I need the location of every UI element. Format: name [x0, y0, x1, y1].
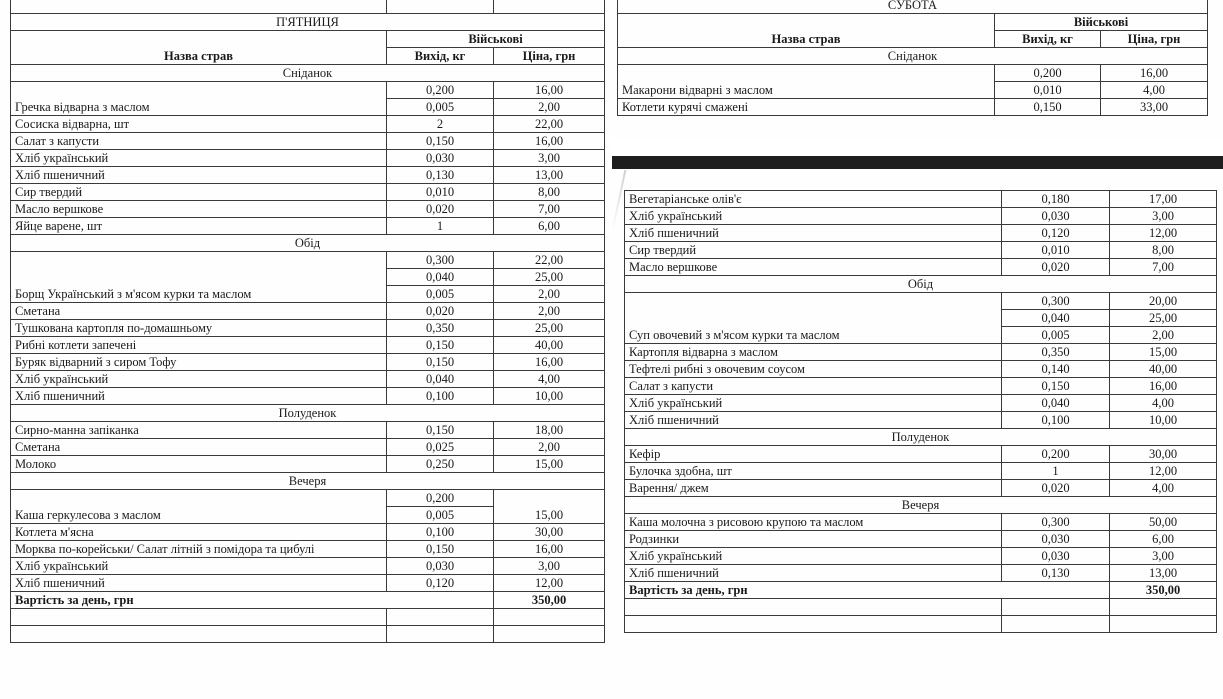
dish-name: Каша геркулесова з маслом	[11, 490, 387, 524]
blank-cell	[1110, 616, 1217, 633]
dish-row	[625, 378, 1217, 395]
price-uah: 18,00	[494, 422, 605, 439]
yield-kg: 0,100	[387, 388, 494, 405]
dish-row	[11, 456, 605, 473]
dish-row	[625, 565, 1217, 582]
price-uah: 7,00	[1110, 259, 1217, 276]
dish-row	[625, 412, 1217, 429]
price-uah: 13,00	[1110, 565, 1217, 582]
price-uah: 2,00	[494, 286, 605, 303]
yield-kg: 0,120	[1002, 225, 1110, 242]
blank-cell	[387, 609, 494, 626]
yield-kg: 0,025	[387, 439, 494, 456]
dish-name: Хліб український	[11, 371, 387, 388]
blank-cell	[494, 626, 605, 643]
price-uah: 2,00	[494, 303, 605, 320]
meal-title: Полуденок	[625, 429, 1217, 446]
yield-kg: 0,040	[1002, 310, 1110, 327]
dish-name: Булочка здобна, шт	[625, 463, 1002, 480]
meal-title: Полуденок	[11, 405, 605, 422]
dish-name: Хліб пшеничний	[625, 565, 1002, 582]
price-uah: 15,00	[1110, 344, 1217, 361]
yield-kg: 0,005	[387, 507, 494, 524]
dish-name: Вегетаріанське олів'є	[625, 191, 1002, 208]
blank-cell	[494, 609, 605, 626]
price-uah: 3,00	[1110, 548, 1217, 565]
price-uah: 16,00	[1101, 65, 1208, 82]
dish-row	[11, 388, 605, 405]
yield-kg: 0,180	[1002, 191, 1110, 208]
price-uah: 22,00	[494, 252, 605, 269]
dish-name: Буряк відварний з сиром Тофу	[11, 354, 387, 371]
dish-name: Родзинки	[625, 531, 1002, 548]
price-uah: 10,00	[1110, 412, 1217, 429]
dish-name: Хліб пшеничний	[11, 575, 387, 592]
dish-row	[625, 344, 1217, 361]
blank-cell	[387, 0, 494, 14]
dish-row	[11, 201, 605, 218]
dish-row	[11, 320, 605, 337]
price-uah: 16,00	[494, 354, 605, 371]
meal-title-row	[11, 235, 605, 252]
price-uah: 16,00	[494, 82, 605, 99]
col-group-header: Військові	[995, 14, 1208, 31]
meal-title-row	[618, 48, 1208, 65]
dish-row	[11, 150, 605, 167]
dish-row	[11, 218, 605, 235]
meal-title: Вечеря	[11, 473, 605, 490]
price-uah: 30,00	[1110, 446, 1217, 463]
dish-name: Картопля відварна з маслом	[625, 344, 1002, 361]
dish-row	[625, 395, 1217, 412]
saturday-menu-table-bottom	[624, 190, 1217, 633]
dish-name: Кефір	[625, 446, 1002, 463]
price-uah: 16,00	[494, 541, 605, 558]
price-uah: 7,00	[494, 201, 605, 218]
header-row	[11, 31, 605, 48]
yield-kg: 0,150	[387, 133, 494, 150]
yield-kg: 0,150	[387, 337, 494, 354]
yield-kg: 0,300	[1002, 514, 1110, 531]
yield-kg: 0,150	[387, 354, 494, 371]
yield-kg: 0,100	[387, 524, 494, 541]
price-uah: 16,00	[1110, 378, 1217, 395]
col-dish-header: Назва страв	[618, 14, 995, 48]
blank-cell	[11, 626, 387, 643]
price-uah: 12,00	[1110, 463, 1217, 480]
dish-name: Хліб український	[625, 548, 1002, 565]
yield-kg: 0,010	[387, 184, 494, 201]
dish-name: Хліб український	[625, 208, 1002, 225]
yield-kg: 0,130	[387, 167, 494, 184]
day-total-row	[625, 582, 1217, 599]
dish-row	[11, 303, 605, 320]
price-uah: 40,00	[494, 337, 605, 354]
yield-kg: 0,010	[1002, 242, 1110, 259]
dish-name: Котлета м'ясна	[11, 524, 387, 541]
day-title: П'ЯТНИЦЯ	[11, 14, 605, 31]
yield-kg: 0,150	[387, 422, 494, 439]
col-price-header: Ціна, грн	[1101, 31, 1208, 48]
dish-row	[11, 524, 605, 541]
col-price-header: Ціна, грн	[494, 48, 605, 65]
blank-cell	[387, 626, 494, 643]
price-uah: 4,00	[1110, 395, 1217, 412]
price-uah: 15,00	[494, 490, 605, 524]
dish-row	[11, 422, 605, 439]
blank-cell	[625, 599, 1002, 616]
meal-title-row	[11, 473, 605, 490]
dish-row	[625, 463, 1217, 480]
yield-kg: 0,030	[387, 558, 494, 575]
yield-kg: 0,200	[387, 82, 494, 99]
dish-row	[625, 225, 1217, 242]
yield-kg: 0,350	[1002, 344, 1110, 361]
dish-row	[11, 133, 605, 150]
dish-row	[11, 354, 605, 371]
blank-cell	[625, 616, 1002, 633]
friday-menu-table	[10, 0, 605, 643]
yield-kg: 0,350	[387, 320, 494, 337]
meal-title-row	[625, 429, 1217, 446]
dish-row	[625, 242, 1217, 259]
dish-name: Тефтелі рибні з овочевим соусом	[625, 361, 1002, 378]
price-uah: 22,00	[494, 116, 605, 133]
yield-kg: 0,300	[387, 252, 494, 269]
dish-name: Борщ Український з м'ясом курки та маслом	[11, 252, 387, 303]
price-uah: 6,00	[494, 218, 605, 235]
yield-kg: 0,005	[1002, 327, 1110, 344]
dish-row	[625, 361, 1217, 378]
yield-kg: 0,150	[1002, 378, 1110, 395]
prev-page-remnant-row	[11, 0, 605, 14]
dish-row	[11, 252, 605, 269]
yield-kg: 0,100	[1002, 412, 1110, 429]
price-uah: 40,00	[1110, 361, 1217, 378]
dish-row	[11, 167, 605, 184]
dish-name: Хліб пшеничний	[11, 388, 387, 405]
header-row	[618, 14, 1208, 31]
dish-name: Молоко	[11, 456, 387, 473]
yield-kg: 0,040	[1002, 395, 1110, 412]
yield-kg: 0,040	[387, 269, 494, 286]
dish-row	[11, 490, 605, 507]
dish-name: Гречка відварна з маслом	[11, 82, 387, 116]
col-yield-header: Вихід, кг	[995, 31, 1101, 48]
yield-kg: 0,005	[387, 99, 494, 116]
dish-row	[625, 293, 1217, 310]
dish-name: Рибні котлети запечені	[11, 337, 387, 354]
price-uah: 3,00	[494, 150, 605, 167]
yield-kg: 0,010	[995, 82, 1101, 99]
price-uah: 4,00	[1101, 82, 1208, 99]
dish-row	[11, 116, 605, 133]
dish-row	[11, 82, 605, 99]
dish-name: Макарони відварні з маслом	[618, 65, 995, 99]
dish-row	[11, 541, 605, 558]
day-total-row	[11, 592, 605, 609]
dish-row	[625, 514, 1217, 531]
price-uah: 25,00	[1110, 310, 1217, 327]
dish-row	[11, 337, 605, 354]
dish-row	[625, 446, 1217, 463]
price-uah: 8,00	[1110, 242, 1217, 259]
dish-row	[11, 558, 605, 575]
dish-name: Хліб пшеничний	[11, 167, 387, 184]
dish-name: Котлети курячі смажені	[618, 99, 995, 116]
price-uah: 10,00	[494, 388, 605, 405]
dish-row	[625, 480, 1217, 497]
empty-row	[625, 599, 1217, 616]
yield-kg: 0,150	[995, 99, 1101, 116]
yield-kg: 2	[387, 116, 494, 133]
meal-title: Сніданок	[11, 65, 605, 82]
blank-cell	[1002, 599, 1110, 616]
yield-kg: 0,030	[1002, 531, 1110, 548]
yield-kg: 0,020	[1002, 480, 1110, 497]
dish-name: Сметана	[11, 303, 387, 320]
price-uah: 25,00	[494, 269, 605, 286]
day-title-row	[618, 0, 1208, 14]
yield-kg: 0,150	[387, 541, 494, 558]
meal-title-row	[625, 497, 1217, 514]
meal-title: Обід	[625, 276, 1217, 293]
price-uah: 20,00	[1110, 293, 1217, 310]
dish-name: Морква по-корейськи/ Салат літній з помідора та цибулі	[11, 541, 387, 558]
dish-row	[11, 184, 605, 201]
yield-kg: 1	[1002, 463, 1110, 480]
dish-row	[618, 99, 1208, 116]
yield-kg: 0,020	[387, 303, 494, 320]
price-uah: 3,00	[1110, 208, 1217, 225]
empty-row	[11, 609, 605, 626]
price-uah: 3,00	[494, 558, 605, 575]
meal-title: Вечеря	[625, 497, 1217, 514]
yield-kg: 0,200	[387, 490, 494, 507]
price-uah: 30,00	[494, 524, 605, 541]
dish-name: Яйце варене, шт	[11, 218, 387, 235]
price-uah: 6,00	[1110, 531, 1217, 548]
dish-name: Хліб пшеничний	[625, 412, 1002, 429]
yield-kg: 0,140	[1002, 361, 1110, 378]
dish-name: Сир твердий	[11, 184, 387, 201]
blank-cell	[1002, 616, 1110, 633]
day-total-value: 350,00	[494, 592, 605, 609]
price-uah: 12,00	[1110, 225, 1217, 242]
dish-row	[625, 208, 1217, 225]
dish-row	[625, 548, 1217, 565]
dish-row	[11, 371, 605, 388]
dish-name: Каша молочна з рисовою крупою та маслом	[625, 514, 1002, 531]
meal-title: Сніданок	[618, 48, 1208, 65]
dish-name: Сосиска відварна, шт	[11, 116, 387, 133]
yield-kg: 0,200	[995, 65, 1101, 82]
dish-row	[11, 575, 605, 592]
blank-cell	[494, 0, 605, 14]
yield-kg: 0,120	[387, 575, 494, 592]
day-total-label: Вартість за день, грн	[11, 592, 494, 609]
day-title: СУБОТА	[618, 0, 1208, 14]
price-uah: 8,00	[494, 184, 605, 201]
dish-name: Хліб український	[625, 395, 1002, 412]
yield-kg: 0,130	[1002, 565, 1110, 582]
dish-row	[625, 191, 1217, 208]
dish-name: Хліб пшеничний	[625, 225, 1002, 242]
blank-cell	[11, 0, 387, 14]
yield-kg: 0,040	[387, 371, 494, 388]
dish-row	[618, 65, 1208, 82]
day-title-row	[11, 14, 605, 31]
yield-kg: 0,005	[387, 286, 494, 303]
price-uah: 4,00	[494, 371, 605, 388]
price-uah: 2,00	[494, 439, 605, 456]
blank-cell	[11, 609, 387, 626]
price-uah: 25,00	[494, 320, 605, 337]
meal-title-row	[625, 276, 1217, 293]
price-uah: 50,00	[1110, 514, 1217, 531]
saturday-menu-table-top	[617, 0, 1208, 116]
price-uah: 33,00	[1101, 99, 1208, 116]
yield-kg: 0,030	[1002, 548, 1110, 565]
dish-row	[625, 259, 1217, 276]
yield-kg: 1	[387, 218, 494, 235]
dish-name: Салат з капусти	[625, 378, 1002, 395]
price-uah: 2,00	[1110, 327, 1217, 344]
dish-row	[625, 531, 1217, 548]
price-uah: 2,00	[494, 99, 605, 116]
scan-edge-shadow	[612, 156, 1223, 169]
yield-kg: 0,030	[387, 150, 494, 167]
dish-name: Варення/ джем	[625, 480, 1002, 497]
price-uah: 13,00	[494, 167, 605, 184]
yield-kg: 0,030	[1002, 208, 1110, 225]
col-yield-header: Вихід, кг	[387, 48, 494, 65]
yield-kg: 0,300	[1002, 293, 1110, 310]
dish-name: Хліб український	[11, 150, 387, 167]
blank-cell	[1110, 599, 1217, 616]
col-dish-header: Назва страв	[11, 31, 387, 65]
yield-kg: 0,020	[1002, 259, 1110, 276]
yield-kg: 0,020	[387, 201, 494, 218]
empty-row	[11, 626, 605, 643]
price-uah: 15,00	[494, 456, 605, 473]
dish-name: Салат з капусти	[11, 133, 387, 150]
price-uah: 12,00	[494, 575, 605, 592]
dish-name: Масло вершкове	[625, 259, 1002, 276]
empty-row	[625, 616, 1217, 633]
meal-title-row	[11, 405, 605, 422]
price-uah: 4,00	[1110, 480, 1217, 497]
dish-name: Суп овочевий з м'ясом курки та маслом	[625, 293, 1002, 344]
day-total-label: Вартість за день, грн	[625, 582, 1110, 599]
dish-name: Тушкована картопля по-домашньому	[11, 320, 387, 337]
col-group-header: Військові	[387, 31, 605, 48]
meal-title: Обід	[11, 235, 605, 252]
yield-kg: 0,200	[1002, 446, 1110, 463]
dish-name: Сметана	[11, 439, 387, 456]
day-total-value: 350,00	[1110, 582, 1217, 599]
dish-name: Сир твердий	[625, 242, 1002, 259]
yield-kg: 0,250	[387, 456, 494, 473]
price-uah: 16,00	[494, 133, 605, 150]
dish-name: Сирно-манна запіканка	[11, 422, 387, 439]
dish-row	[11, 439, 605, 456]
price-uah: 17,00	[1110, 191, 1217, 208]
dish-name: Масло вершкове	[11, 201, 387, 218]
dish-name: Хліб український	[11, 558, 387, 575]
meal-title-row	[11, 65, 605, 82]
